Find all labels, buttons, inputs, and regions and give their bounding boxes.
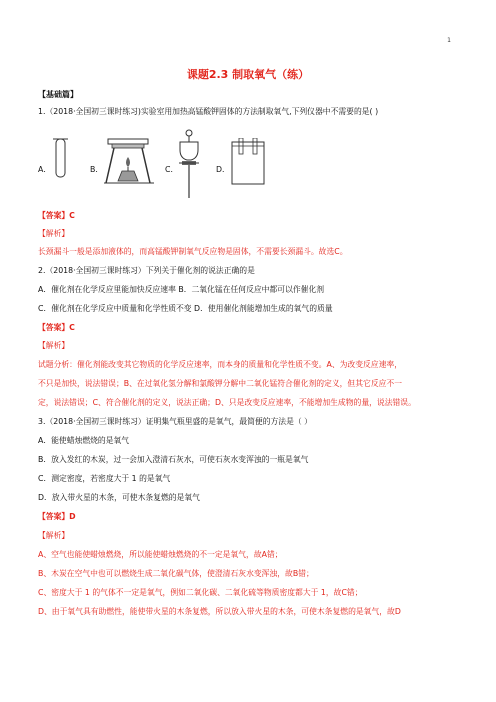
q2-analysis-line: 试题分析：催化剂能改变其它物质的化学反应速率，而本身的质量和化学性质不变。A、为改变反应速率， xyxy=(38,360,402,369)
long-neck-funnel-image xyxy=(177,128,201,200)
q3-analysis-line: C、密度大于 1 的气体不一定是氧气，例如二氧化碳、二氧化硫等物质密度都大于 1，故C错； xyxy=(38,588,363,597)
q2-analysis-line: 不只是加快，说法错误；B、在过氧化氢分解和氯酸钾分解中二氧化锰符合催化剂的定义，但其它反应不一 xyxy=(38,379,403,388)
q3-option-a: A．能使蜡烛燃烧的是氧气 xyxy=(38,436,130,445)
q3-answer: 【答案】D xyxy=(38,512,76,521)
q1-option-b-label: B． xyxy=(90,165,104,174)
test-tube-image xyxy=(50,135,72,181)
q2-options-cd: C．催化剂在化学反应中质量和化学性质不变 D．使用催化剂能增加生成的氧气的质量 xyxy=(38,304,333,313)
q1-option-c-label: C． xyxy=(165,165,179,174)
page-title: 课题2.3 制取氧气（练） xyxy=(186,68,310,81)
q2-stem: 2.（2018·全国初三课时练习）下列关于催化剂的说法正确的是 xyxy=(38,266,255,275)
page-number: 1 xyxy=(447,37,451,44)
q1-option-d-label: D． xyxy=(216,165,230,174)
q3-analysis-line: D、由于氧气具有助燃性，能使带火星的木条复燃，所以放入带火星的木条，可使木条复燃的是氧气，故D xyxy=(38,607,401,616)
q1-stem: 1.（2018·全国初三课时练习)实验室用加热高锰酸钾固体的方法制取氧气,下列仪器中不需要的是( ) xyxy=(38,107,379,116)
q1-option-a-label: A． xyxy=(38,165,52,174)
q3-option-d: D．放入带火星的木条，可使木条复燃的是氧气 xyxy=(38,493,200,502)
q3-stem: 3.（2018·全国初三课时练习）证明集气瓶里盛的是氧气，最简便的方法是（ ） xyxy=(38,417,312,426)
q1-analysis-tag: 【解析】 xyxy=(38,229,70,238)
alcohol-lamp-tripod-image xyxy=(100,135,160,187)
q2-answer: 【答案】C xyxy=(38,323,75,332)
q3-analysis-line: A、空气也能使蜡烛燃烧，所以能使蜡烛燃烧的不一定是氧气，故A错； xyxy=(38,550,283,559)
section-heading: 【基础篇】 xyxy=(38,90,78,99)
q3-option-b: B．放入发红的木炭，过一会加入澄清石灰水，可使石灰水变浑浊的一瓶是氧气 xyxy=(38,455,309,464)
q3-analysis-line: B、木炭在空气中也可以燃烧生成二氧化碳气体，使澄清石灰水变浑浊，故B错； xyxy=(38,569,314,578)
q1-answer: 【答案】C xyxy=(38,211,75,220)
q3-analysis-tag: 【解析】 xyxy=(38,531,70,540)
q2-analysis-tag: 【解析】 xyxy=(38,341,70,350)
q1-analysis: 长颈漏斗一般是添加液体的，而高锰酸钾制氧气反应物是固体，不需要长颈漏斗。故选C。 xyxy=(38,247,348,256)
q3-option-c: C．测定密度，若密度大于 1 的是氧气 xyxy=(38,474,171,483)
gas-collecting-bottle-image xyxy=(230,138,266,186)
q2-options-ab: A．催化剂在化学反应里能加快反应速率 B．二氧化锰在任何反应中都可以作催化剂 xyxy=(38,285,325,294)
q2-analysis-line: 定，说法错误；C、符合催化剂的定义，说法正确；D、只是改变反应速率，不能增加生成物的量，说法错误。 xyxy=(38,398,416,407)
